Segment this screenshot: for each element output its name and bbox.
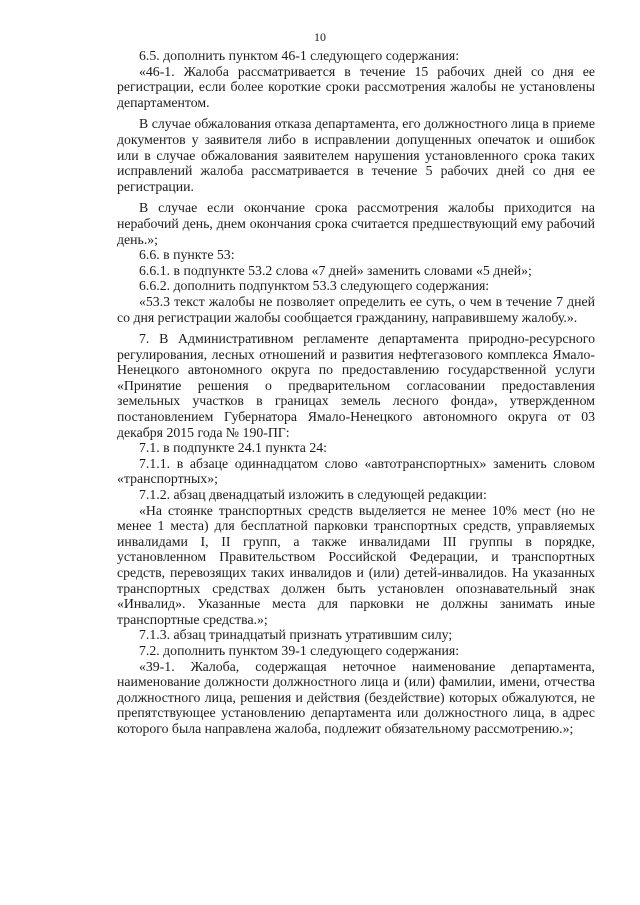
paragraph-7-1: 7.1. в подпункте 24.1 пункта 24: bbox=[139, 440, 327, 456]
page-number: 10 bbox=[314, 30, 326, 44]
paragraph-non-working-day: В случае если окончание срока рассмотрения жалобы приходится на нерабочий день, днем окончания срока считается предшествующий ему рабочий день.»; bbox=[117, 200, 595, 247]
paragraph-7-2: 7.2. дополнить пунктом 39-1 следующего содержания: bbox=[139, 642, 460, 658]
paragraph-6-5: 6.5. дополнить пунктом 46-1 следующего содержания: bbox=[139, 48, 460, 63]
paragraph-parking: «На стоянке транспортных средств выделяется не менее 10% мест (но не менее 1 места) для бесплатной парковки транспортных средств, управляемых инвалидами I, II групп, а также инвалидами III группы в порядке, установленном Правительством Российской Федерации, и транспортных средств, перевозящих таких инвалидов и (или) детей-инвалидов. На указанных транспортных средствах должен быть установлен опознавательный знак «Инвалид». Указанные места для парковки не должны занимать иные транспортные средства.»; bbox=[117, 502, 595, 627]
paragraph-39-1: «39-1. Жалоба, содержащая неточное наименование департамента, наименование должности должностного лица и (или) фамилии, имени, отчества должностного лица, решения и действия (бездействие) которых обжалуются, не препятствующее установлению департамента или должностного лица, в адрес которого была направлена жалоба, подлежит обязательному рассмотрению.»; bbox=[117, 658, 595, 736]
paragraph-7: 7. В Административном регламенте департамента природно-ресурсного регулирования, лесных отношений и развития нефтегазового комплекса Ямало-Ненецкого автономного округа по предоставлению государственной услуги «Принятие решения о предварительном согласовании предоставления земельных участков в границах земель лесного фонда», утвержденном постановлением Губернатора Ямало-Ненецкого автономного округа от 03 декабря 2015 года № 190-ПГ: bbox=[117, 331, 595, 440]
paragraph-7-1-3: 7.1.3. абзац тринадцатый признать утратившим силу; bbox=[139, 627, 453, 643]
paragraph-6-6: 6.6. в пункте 53: bbox=[139, 247, 235, 263]
paragraph-46-1: «46-1. Жалоба рассматривается в течение 15 рабочих дней со дня ее регистрации, если более короткие сроки рассмотрения жалобы не установлены департаментом. bbox=[117, 63, 595, 110]
paragraph-53-3: «53.3 текст жалобы не позволяет определить ее суть, о чем в течение 7 дней со дня регистрации жалобы сообщается гражданину, направившему жалобу.». bbox=[117, 293, 595, 325]
paragraph-6-6-2: 6.6.2. дополнить подпунктом 53.3 следующего содержания: bbox=[139, 278, 490, 294]
document-body bbox=[117, 48, 595, 737]
paragraph-7-1-1: 7.1.1. в абзаце одиннадцатом слово «автотранспортных» заменить словом «транспортных»; bbox=[117, 455, 595, 487]
paragraph-7-1-2: 7.1.2. абзац двенадцатый изложить в следующей редакции: bbox=[139, 487, 487, 503]
paragraph-6-6-1: 6.6.1. в подпункте 53.2 слова «7 дней» заменить словами «5 дней»; bbox=[139, 262, 532, 278]
paragraph-refusal-complaint: В случае обжалования отказа департамента, его должностного лица в приеме документов у заявителя либо в исправлении допущенных опечаток и ошибок или в случае обжалования заявителем нарушения установленного срока таких исправлений жалоба рассматривается в течение 5 рабочих дней со дня ее регистрации. bbox=[117, 116, 595, 194]
